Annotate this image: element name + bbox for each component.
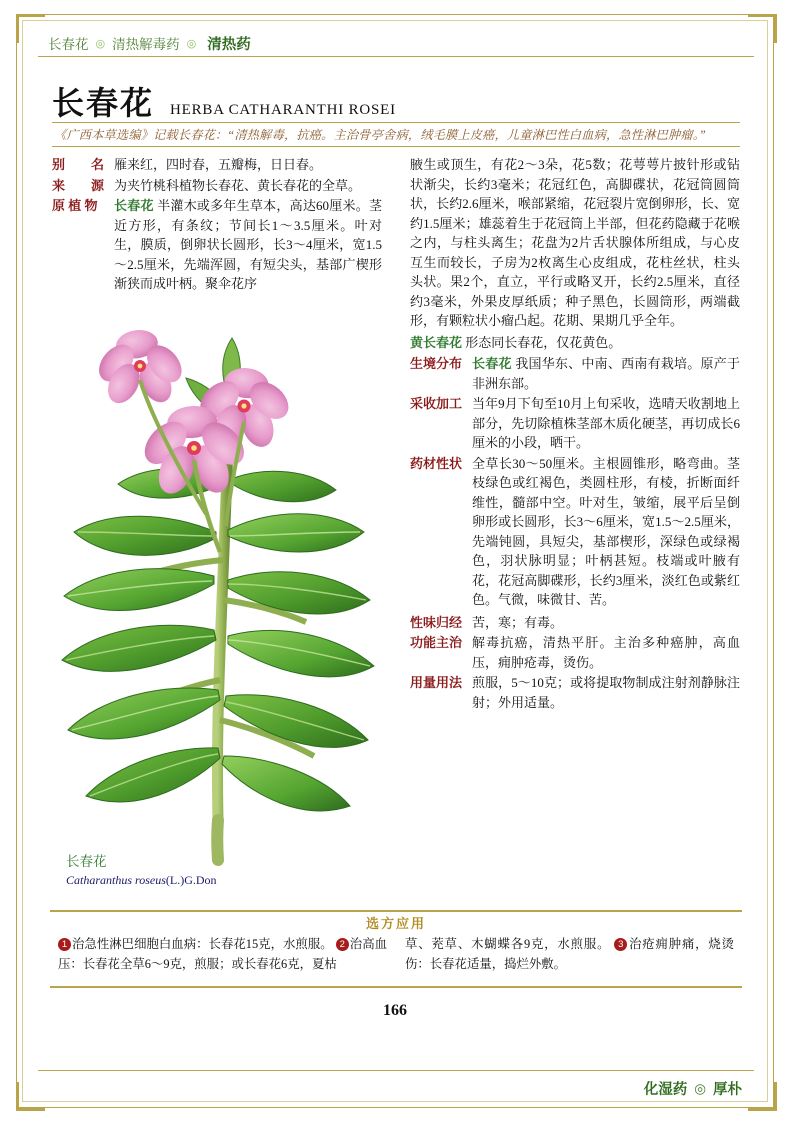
entry-alias-label: 别 名 — [52, 157, 105, 172]
page-title — [52, 78, 752, 124]
recipe-item-3-text: 治疮痈肿痛，烧烫伤：长春花适量，捣烂外敷。 — [405, 937, 734, 971]
corner-ornament-top-right — [748, 14, 777, 43]
footer-item-2: 厚朴 — [713, 1082, 742, 1098]
entry-original-plant-text — [114, 196, 382, 294]
entry-properties-label: 性味归经 — [410, 614, 463, 630]
header-divider — [38, 56, 754, 57]
breadcrumb-item-1: 长春花 — [48, 37, 89, 52]
footer-breadcrumb — [644, 1078, 742, 1099]
entry-properties-text: 苦，寒；有毒。 — [472, 614, 564, 630]
circle-separator-icon: ◎ — [95, 37, 106, 50]
right-column — [410, 155, 740, 713]
recipe-number-icon-2: 2 — [336, 938, 349, 951]
entry-functions-label: 功能主治 — [410, 635, 463, 650]
recipe-box-title: 选方应用 — [365, 916, 426, 931]
plant-illustration — [48, 300, 388, 870]
entry-harvest-label: 采收加工 — [410, 396, 463, 411]
title-chinese: 长春花 — [52, 85, 155, 121]
entry-alias — [52, 155, 382, 175]
recipe-item-1 — [58, 934, 387, 974]
figure-caption-chinese: 长春花 — [66, 854, 107, 869]
entry-harvest — [410, 394, 740, 453]
figure-caption — [66, 850, 366, 888]
yellow-variant — [410, 333, 740, 353]
quote-divider-bottom — [52, 146, 740, 147]
footer-divider — [38, 1070, 754, 1071]
recipe-item-2-text-part2: 草、茺草、木蝴蝶各9克，水煎服。 — [405, 937, 611, 951]
source-quote: 《广西本草选编》记载长春花：“清热解毒，抗癌。主治骨亭舍病，绒毛膜上皮癌，儿童淋巴性白血病，急性淋巴肿瘤。” — [54, 128, 707, 142]
entry-source-text: 为夹竹桃科植物长春花、黄长春花的全草。 — [114, 177, 362, 193]
footer-separator-icon: ◎ — [694, 1080, 706, 1096]
recipe-number-icon-1: 1 — [58, 938, 71, 951]
plant-illustration-svg — [48, 300, 388, 870]
entry-dosage-label: 用量用法 — [410, 675, 463, 690]
corner-ornament-bottom-left — [16, 1082, 45, 1111]
corner-ornament-bottom-right — [748, 1082, 777, 1111]
entry-alias-text: 雁来红，四时春，五瓣梅，日日春。 — [114, 157, 323, 172]
recipe-item-2-text-part1: 治高血压：长春花全草6～9克，煎服；或长春花6克，夏枯 — [58, 937, 387, 971]
title-latin: HERBA CATHARANTHI ROSEI — [170, 102, 396, 118]
yellow-variant-text: 形态同长春花，仅花黄色。 — [465, 334, 622, 350]
footer-item-1: 化湿药 — [643, 1082, 688, 1098]
breadcrumb-item-3: 清热药 — [207, 36, 251, 53]
page-number: 166 — [383, 1002, 407, 1019]
entry-habitat-label: 生境分布 — [410, 356, 463, 371]
recipe-box-columns — [58, 934, 734, 974]
plant-description-continued: 腋生或顶生，有花2～3朵，花5数；花萼萼片披针形或钻状渐尖，长约3毫米；花冠红色，高脚碟状，花冠筒圆筒状，长约2.6厘米，喉部紧缩，花冠裂片宽倒卵形，长、宽约1.5厘米；雄蕊着生于花冠筒上半部，但花药隐藏于花喉之内，与柱头离生；花盘为2片舌状腺体所组成，与心皮互生而较长，子房为2枚离生心皮组成，花柱丝状，柱头头状。果2个，直立，平行或略叉开，长约2.5厘米，直径约3毫米，外果皮厚纸质；种子黑色，长圆筒形，两端截形，有颗粒状小瘤凸起。花期、果期几乎全年。 — [410, 157, 740, 328]
breadcrumb-item-2: 清热解毒药 — [112, 37, 180, 52]
breadcrumb — [48, 32, 748, 54]
entry-dosage-text: 煎服，5～10克；或将提取物制成注射剂静脉注射；外用适量。 — [472, 675, 740, 710]
entry-habitat-text — [472, 354, 740, 393]
habitat-subheading: 长春花 — [472, 356, 512, 371]
figure-caption-latin-binomial: Catharanthus roseus — [66, 873, 166, 887]
habitat-description: 我国华东、中南、西南有栽培。原产于非洲东部。 — [472, 356, 740, 391]
entry-characters-label: 药材性状 — [410, 455, 463, 471]
plant-leaves-right — [222, 471, 374, 811]
entry-habitat — [410, 354, 740, 393]
entry-original-plant-label: 原 植 物 — [52, 198, 98, 213]
entry-source — [52, 176, 382, 196]
quote-divider-top — [52, 122, 740, 123]
figure-caption-latin-author: (L.)G.Don — [165, 873, 217, 887]
entry-harvest-text: 当年9月下旬至10月上旬采收，选晴天收割地上部分，先切除植株茎部木质化硬茎，再切成长6厘米的小段，晒干。 — [472, 396, 740, 450]
plant-description: 半灌木或多年生草本，高达60厘米。茎近方形，有条纹；节间长1～3.5厘米。叶对生，膜质，倒卵状长圆形，长3～4厘米，宽1.5～2.5厘米，先端浑圆，有短尖头，基部广楔形渐狭而成叶柄。聚伞花序 — [114, 198, 382, 291]
entry-original-plant — [52, 196, 382, 294]
entry-functions — [410, 633, 740, 672]
entry-functions-text: 解毒抗癌，清热平肝。主治多种癌肿，高血压，痈肿疮毒，烫伤。 — [472, 635, 740, 670]
corner-ornament-top-left — [16, 14, 45, 43]
yellow-variant-subheading: 黄长春花 — [410, 334, 463, 350]
entry-dosage — [410, 673, 740, 712]
left-column — [52, 155, 382, 295]
entry-source-label: 来 源 — [52, 177, 105, 193]
circle-separator-icon-2: ◎ — [186, 37, 197, 50]
recipe-item-1-text: 治急性淋巴细胞白血病：长春花15克，水煎服。 — [72, 937, 333, 951]
entry-characters-text: 全草长30～50厘米。主根圆锥形，略弯曲。茎枝绿色或红褐色，类圆柱形，有棱，折断面纤维性，髓部中空。叶对生，皱缩，展平后呈倒卵形或长圆形，长3～6厘米，宽1.5～2.5厘米，先端钝圆，具短尖，基部楔形，深绿色或绿褐色，羽状脉明显；叶柄甚短。枝端或叶腋有花，花冠高脚碟形，长约3厘米，淡红色或紫红色。气微，味微甘、苦。 — [472, 455, 740, 607]
figure-caption-latin — [66, 873, 366, 888]
recipe-item-2-continued — [405, 934, 734, 974]
entry-properties — [410, 613, 740, 633]
plant-subheading: 长春花 — [114, 198, 154, 213]
plant-leaves-left — [62, 468, 226, 801]
recipe-number-icon-3: 3 — [614, 938, 627, 951]
entry-characters — [410, 454, 740, 610]
plant-flower-upper-left — [92, 327, 188, 408]
